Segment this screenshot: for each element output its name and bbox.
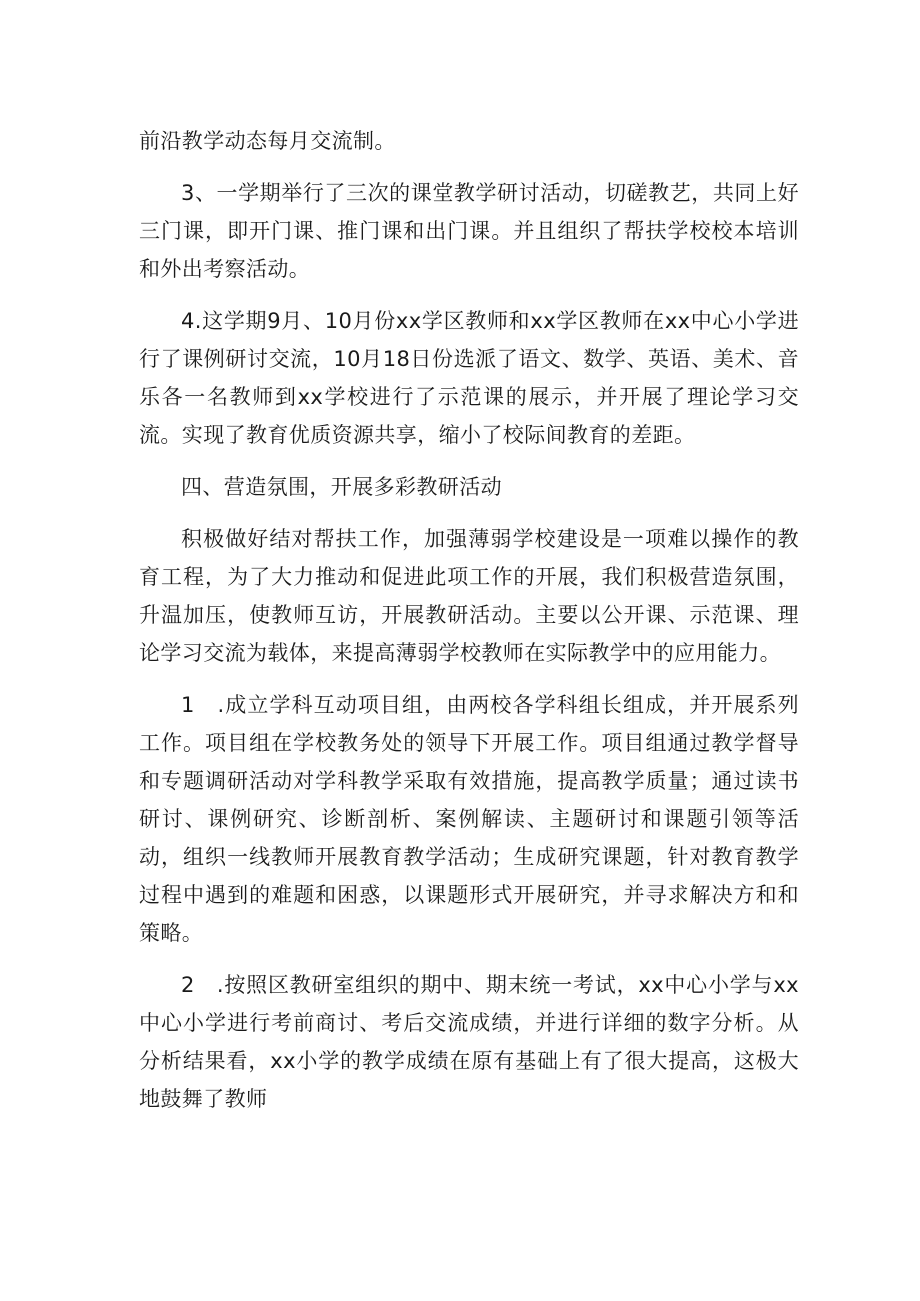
paragraph-item-1: 1 .成立学科互动项目组，由两校各学科组长组成，并开展系列工作。项目组在学校教务处的领导下开展工作。项目组通过教学督导和专题调研活动对学科教学采取有效措施，提高教学质量；通过读书研讨、课例研究、诊断剖析、案例解读、主题研讨和课题引领等活动，组织一线教师开展教育教学活动；生成研究课题，针对教育教学过程中遇到的难题和困惑，以课题形式开展研究，并寻求解决方和和策略。 <box>139 693 799 945</box>
paragraph-section-intro: 积极做好结对帮扶工作，加强薄弱学校建设是一项难以操作的教育工程，为了大力推动和促进此项工作的开展，我们积极营造氛围，升温加压，使教师互访，开展教研活动。主要以公开课、示范课、理论学习交流为载体，来提高薄弱学校教师在实际教学中的应用能力。 <box>139 527 799 665</box>
paragraph-item-4: 4.这学期9月、10月份xx学区教师和xx学区教师在xx中心小学进行了课例研讨交流，10月18日份选派了语文、数学、英语、美术、音乐各一名教师到xx学校进行了示范课的展示，并开展了理论学习交流。实现了教育优质资源共享，缩小了校际间教育的差距。 <box>139 309 799 447</box>
paragraph-item-2: 2 .按照区教研室组织的期中、期末统一考试，xx中心小学与xx中心小学进行考前商讨、考后交流成绩，并进行详细的数字分析。从分析结果看，xx小学的教学成绩在原有基础上有了很大提高，这极大地鼓舞了教师 <box>139 973 799 1111</box>
document-body <box>139 122 799 1132</box>
paragraph-continuation: 前沿教学动态每月交流制。 <box>139 129 396 153</box>
paragraph-item-3: 3、一学期举行了三次的课堂教学研讨活动，切磋教艺，共同上好三门课，即开门课、推门课和出门课。并且组织了帮扶学校校本培训和外出考察活动。 <box>139 181 799 281</box>
section-heading-4: 四、营造氛围，开展多彩教研活动 <box>181 475 502 499</box>
